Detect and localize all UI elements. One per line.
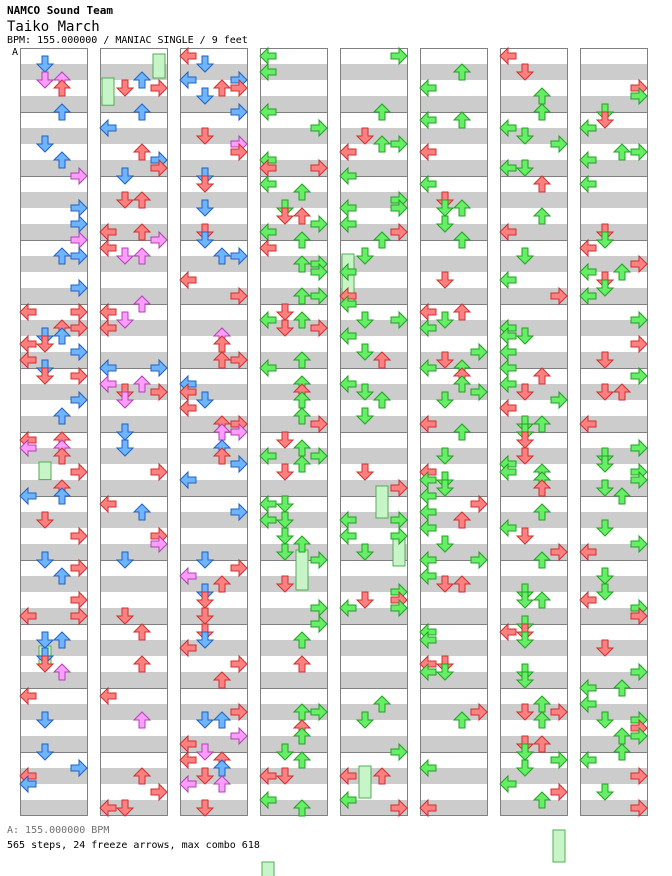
beat-stripe [20, 704, 88, 720]
beat-stripe [20, 736, 88, 752]
beat-stripe [100, 672, 168, 688]
bpm-change-legend: A: 155.000000 BPM [7, 825, 110, 836]
chart-column [580, 48, 648, 816]
freeze-arrow-body [296, 550, 308, 590]
beat-stripe [420, 128, 488, 144]
chart-column [100, 48, 168, 816]
beat-stripe [100, 576, 168, 592]
beat-stripe [20, 672, 88, 688]
bpm-difficulty-line: BPM: 155.000000 / MANIAC SINGLE / 9 feet [7, 35, 248, 46]
beat-stripe [260, 736, 328, 752]
beat-stripe [20, 64, 88, 80]
beat-stripe [500, 192, 568, 208]
freeze-arrow-body [102, 78, 114, 105]
chart-column [180, 48, 248, 876]
beat-stripe [580, 224, 648, 240]
beat-stripe [500, 640, 568, 656]
beat-stripe [260, 192, 328, 208]
chart-column [20, 48, 88, 876]
beat-stripe [500, 672, 568, 688]
beat-stripe [500, 256, 568, 272]
beat-stripe [580, 512, 648, 528]
beat-stripe [180, 800, 248, 816]
beat-stripe [20, 512, 88, 528]
beat-stripe [500, 608, 568, 624]
beat-stripe [20, 96, 88, 112]
beat-stripe [340, 672, 408, 688]
beat-stripe [500, 576, 568, 592]
beat-stripe [180, 224, 248, 240]
freeze-arrow-body [39, 462, 51, 480]
beat-stripe [180, 192, 248, 208]
beat-stripe [100, 512, 168, 528]
freeze-arrow-body [153, 54, 165, 78]
beat-stripe [420, 288, 488, 304]
beat-stripe [260, 672, 328, 688]
beat-stripe [420, 736, 488, 752]
beat-stripe [420, 448, 488, 464]
chart-column [420, 48, 488, 816]
beat-stripe [420, 96, 488, 112]
beat-stripe [580, 352, 648, 368]
beat-stripe [580, 576, 648, 592]
beat-stripe [580, 192, 648, 208]
beat-stripe [100, 288, 168, 304]
freeze-arrow-body [262, 862, 274, 876]
beat-stripe [180, 608, 248, 624]
beat-stripe [340, 96, 408, 112]
freeze-arrow-body [376, 486, 388, 518]
beat-stripe [340, 64, 408, 80]
beat-stripe [500, 96, 568, 112]
beat-stripe [20, 800, 88, 816]
chart-column [260, 48, 328, 876]
freeze-arrow-body [553, 830, 565, 862]
beat-stripe [420, 160, 488, 176]
beat-stripe [180, 160, 248, 176]
beat-stripe [580, 640, 648, 656]
beat-stripe [340, 448, 408, 464]
beat-stripe [100, 448, 168, 464]
chart-stats: 565 steps, 24 freeze arrows, max combo 618 [7, 840, 260, 851]
beat-stripe [20, 576, 88, 592]
beat-stripe [420, 256, 488, 272]
beat-stripe [100, 480, 168, 496]
beat-stripe [420, 608, 488, 624]
beat-stripe [100, 704, 168, 720]
beat-stripe [420, 224, 488, 240]
beat-stripe [180, 320, 248, 336]
beat-stripe [340, 416, 408, 432]
beat-stripe [260, 480, 328, 496]
beat-stripe [180, 544, 248, 560]
beat-stripe [100, 256, 168, 272]
chart-column [340, 48, 408, 876]
beat-stripe [100, 416, 168, 432]
beat-stripe [500, 64, 568, 80]
beat-stripe [340, 704, 408, 720]
beat-stripe [100, 736, 168, 752]
beat-stripe [100, 608, 168, 624]
beat-stripe [340, 640, 408, 656]
beat-stripe [580, 64, 648, 80]
freeze-arrow-body [359, 766, 371, 798]
chart-column [500, 48, 568, 876]
beat-stripe [420, 192, 488, 208]
beat-stripe [20, 416, 88, 432]
beat-stripe [260, 576, 328, 592]
beat-stripe [20, 544, 88, 560]
bpm-marker-label: A [12, 47, 19, 58]
beat-stripe [260, 640, 328, 656]
song-title: Taiko March [7, 19, 100, 35]
beat-stripe [500, 800, 568, 816]
artist-name: NAMCO Sound Team [7, 4, 113, 17]
beat-stripe [100, 640, 168, 656]
beat-stripe [20, 640, 88, 656]
beat-stripe [20, 128, 88, 144]
